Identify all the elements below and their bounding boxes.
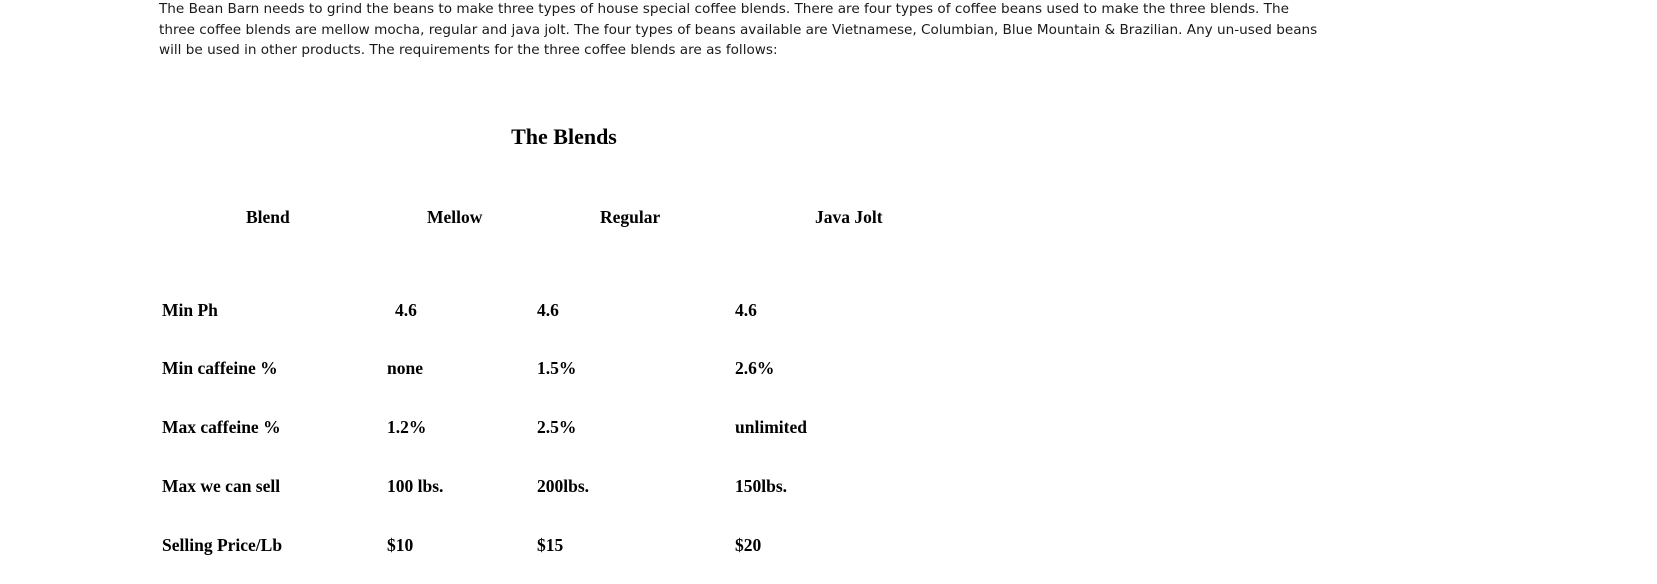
cell-max-caffeine-mellow: 1.2% <box>387 417 427 437</box>
row-label-max-caffeine: Max caffeine % <box>162 417 281 437</box>
row-label-min-caffeine: Min caffeine % <box>162 358 278 378</box>
blends-heading: The Blends <box>511 124 617 149</box>
cell-max-sell-java-jolt: 150lbs. <box>735 476 788 496</box>
cell-min-ph-java-jolt: 4.6 <box>735 300 757 320</box>
cell-selling-price-java-jolt: $20 <box>735 535 762 555</box>
column-header-mellow: Mellow <box>427 207 483 227</box>
intro-paragraph: The Bean Barn needs to grind the beans to make three types of house special coffee blends. There are four types of coffee beans used to make the three blends. The three coffee blends are mellow mocha, regular and java jolt. The four types of beans available are Vietnamese, Columbian, Blue Mountain & Brazilian. Any un-used beans will be used in other products. The requirements for the three coffee blends are as follows: <box>159 1 1318 58</box>
cell-max-sell-mellow: 100 lbs. <box>387 476 444 496</box>
row-label-min-ph: Min Ph <box>162 300 218 320</box>
column-header-regular: Regular <box>600 207 661 227</box>
row-label-selling-price: Selling Price/Lb <box>162 535 283 555</box>
cell-max-sell-regular: 200lbs. <box>537 476 590 496</box>
column-header-java-jolt: Java Jolt <box>815 207 883 227</box>
cell-max-caffeine-regular: 2.5% <box>537 417 577 437</box>
cell-min-ph-regular: 4.6 <box>537 300 559 320</box>
row-label-max-sell: Max we can sell <box>162 476 281 496</box>
cell-min-ph-mellow: 4.6 <box>395 300 417 320</box>
cell-min-caffeine-java-jolt: 2.6% <box>735 358 775 378</box>
cell-selling-price-mellow: $10 <box>387 535 414 555</box>
column-header-blend: Blend <box>246 207 290 227</box>
cell-selling-price-regular: $15 <box>537 535 564 555</box>
cell-min-caffeine-regular: 1.5% <box>537 358 577 378</box>
cell-max-caffeine-java-jolt: unlimited <box>735 417 807 437</box>
cell-min-caffeine-mellow: none <box>387 358 423 378</box>
